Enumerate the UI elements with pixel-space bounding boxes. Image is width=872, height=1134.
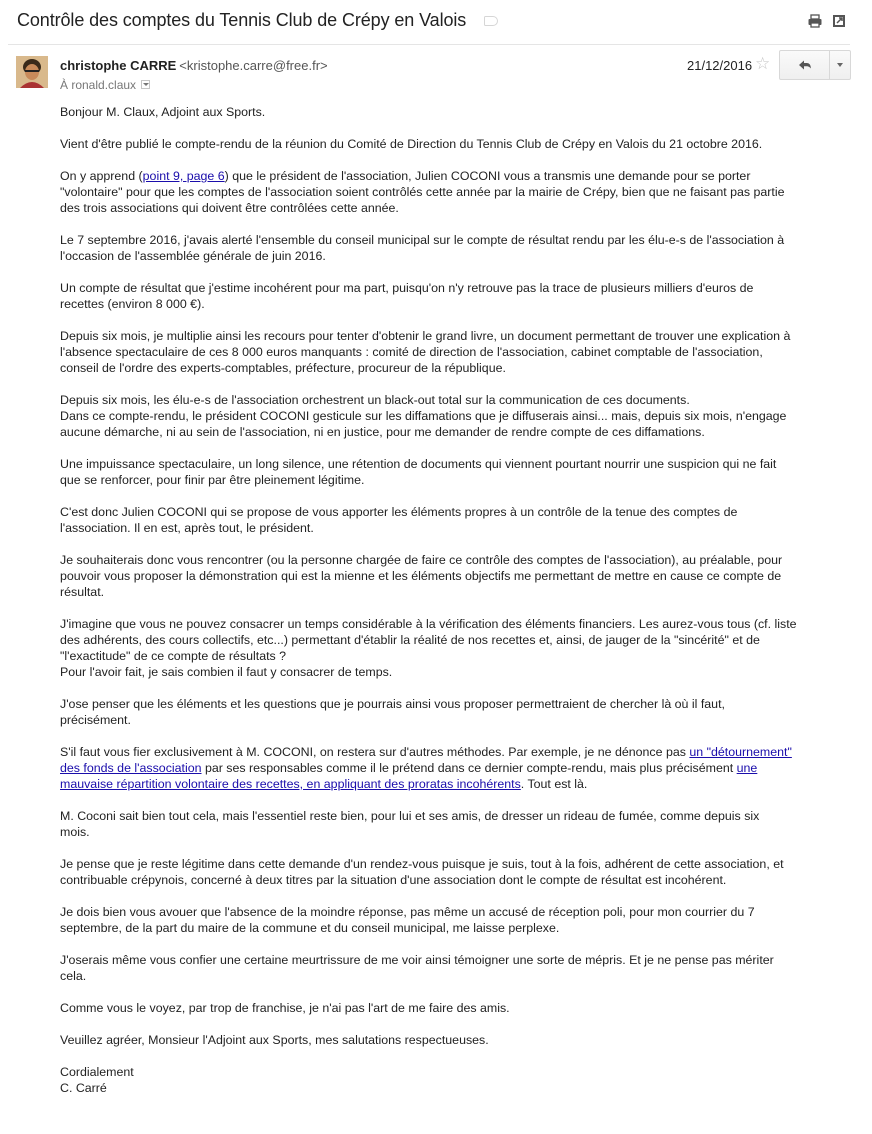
print-icon[interactable] xyxy=(807,13,823,29)
paragraph: Depuis six mois, je multiplie ainsi les recours pour tenter d'obtenir le grand livre, un document permettant de trouver une explication à l'absence spectaculaire de ces 8 000 euros manquants : comité de direction de l'association, cabinet comptable de l'association, conseil de l'ordre des experts-comptables, préfecture, procureur de la république. xyxy=(60,329,791,375)
details-dropdown-icon[interactable] xyxy=(141,80,150,89)
greeting: Bonjour M. Claux, Adjoint aux Sports. xyxy=(60,105,266,119)
paragraph: Comme vous le voyez, par trop de franchise, je n'ai pas l'art de me faire des amis. xyxy=(60,1001,510,1015)
sender-name[interactable]: christophe CARRE xyxy=(60,58,177,73)
paragraph: Je pense que je reste légitime dans cette demande d'un rendez-vous puisque je suis, tout à la fois, adhérent de cette association, et contribuable crépynois, concerné à deux titres par la situation d'une association dont le compte de résultat est incohérent. xyxy=(60,857,784,887)
signature: Cordialement C. Carré xyxy=(60,1065,134,1095)
avatar[interactable] xyxy=(16,56,48,88)
sender-line xyxy=(60,58,328,73)
reply-button-group xyxy=(779,50,851,80)
paragraph: Je souhaiterais donc vous rencontrer (ou la personne chargée de faire ce contrôle des comptes de l'association), au préalable, pour pouvoir vous proposer la démonstration qui est la mienne et les éléments objectifs me permettant de mettre en cause ce compte de résultat. xyxy=(60,553,783,599)
link-repartition[interactable]: une xyxy=(736,761,758,775)
label-tag-icon[interactable] xyxy=(484,16,498,26)
paragraph: M. Coconi sait bien tout cela, mais l'essentiel reste bien, pour lui et ses amis, de dresser un rideau de fumée, comme depuis six mois. xyxy=(60,809,760,839)
star-icon[interactable]: ☆ xyxy=(755,54,771,73)
paragraph: Vient d'être publié le compte-rendu de la réunion du Comité de Direction du Tennis Club de Crépy en Valois du 21 octobre 2016. xyxy=(60,137,763,151)
paragraph: On y apprend (point 9, page 6) que le président de l'association, Julien COCONI vous a transmis une demande pour se porter "volontaire" pour que les comptes de l'association soient contrôlés cette année par la mairie de Crépy, bien que ne faisant pas partie des trois associations qui doivent être contrôlées cette année. xyxy=(60,169,785,215)
new-window-icon[interactable] xyxy=(831,13,847,29)
email-subject: Contrôle des comptes du Tennis Club de Crépy en Valois xyxy=(17,10,467,30)
header-divider xyxy=(8,44,850,45)
email-body xyxy=(60,104,840,1112)
paragraph: Le 7 septembre 2016, j'avais alerté l'ensemble du conseil municipal sur le compte de résultat rendu par les élu-e-s de l'association à l'occasion de l'assemblée générale de juin 2016. xyxy=(60,233,785,263)
reply-icon xyxy=(780,51,829,79)
more-actions-button[interactable] xyxy=(830,51,850,79)
paragraph: C'est donc Julien COCONI qui se propose de vous apporter les éléments propres à un contrôle de la tenue des comptes de l'association. Il en est, après tout, le président. xyxy=(60,505,738,535)
paragraph: J'imagine que vous ne pouvez consacrer un temps considérable à la vérification des éléments financiers. Les aurez-vous tous (cf. liste des adhérents, des cours collectifs, etc...) permettant d'établir la réalité de nos recettes et, ainsi, de jauger de la "sincérité" et de "l'exactitude" de ce compte de résultats ? Pour l'avoir fait, je sais combien il faut y consacrer de temps. xyxy=(60,617,797,679)
link-repartition-cont[interactable]: mauvaise répartition volontaire des recettes, en appliquant des proratas incohérents xyxy=(60,777,521,791)
paragraph: J'ose penser que les éléments et les questions que je pourrais ainsi vous proposer permettraient de chercher là où il faut, précisément. xyxy=(60,697,725,727)
paragraph: Un compte de résultat que j'estime incohérent pour ma part, puisqu'on n'y retrouve pas la trace de plusieurs milliers d'euros de recettes (environ 8 000 €). xyxy=(60,281,754,311)
email-date: 21/12/2016 xyxy=(687,58,753,73)
paragraph: S'il faut vous fier exclusivement à M. COCONI, on restera sur d'autres méthodes. Par exemple, je ne dénonce pas un "détournement" des fonds de l'association par ses responsables comme il le prétend dans ce dernier compte-rendu, mais plus précisément une mauvaise répartition volontaire des recettes, en appliquant des proratas incohérents. Tout est là. xyxy=(60,745,792,791)
paragraph: Depuis six mois, les élu-e-s de l'association orchestrent un black-out total sur la communication de ces documents. Dans ce compte-rendu, le président COCONI gesticule sur les diffamations que je diffuserais ainsi... mais, depuis six mois, n'engage aucune démarche, ni au sein de l'association, ni en justice, pour me demander de rendre compte de ces diffamations. xyxy=(60,393,787,439)
reply-button[interactable] xyxy=(780,51,829,79)
paragraph: J'oserais même vous confier une certaine meurtrissure de me voir ainsi témoigner une sorte de mépris. Et je ne pense pas mériter cela. xyxy=(60,953,774,983)
link-detournement[interactable]: un "détournement" xyxy=(689,745,792,759)
paragraph: Je dois bien vous avouer que l'absence de la moindre réponse, pas même un accusé de réception poli, pour mon courrier du 7 septembre, de la part du maire de la commune et du conseil municipal, me laisse perplexe. xyxy=(60,905,755,935)
avatar-photo-icon xyxy=(16,56,48,88)
link-point-9[interactable]: point 9, page 6 xyxy=(142,169,225,183)
sender-email: <kristophe.carre@free.fr> xyxy=(179,58,328,73)
subject-bar xyxy=(0,0,872,44)
link-detournement-cont[interactable]: des fonds de l'association xyxy=(60,761,202,775)
paragraph: Une impuissance spectaculaire, un long silence, une rétention de documents qui viennent pourtant nourrir une suspicion qui ne fait que se renforcer, pour finir par être pleinement légitime. xyxy=(60,457,777,487)
recipient-line xyxy=(60,78,150,92)
closing: Veuillez agréer, Monsieur l'Adjoint aux Sports, mes salutations respectueuses. xyxy=(60,1033,489,1047)
recipient: À ronald.claux xyxy=(60,78,137,92)
